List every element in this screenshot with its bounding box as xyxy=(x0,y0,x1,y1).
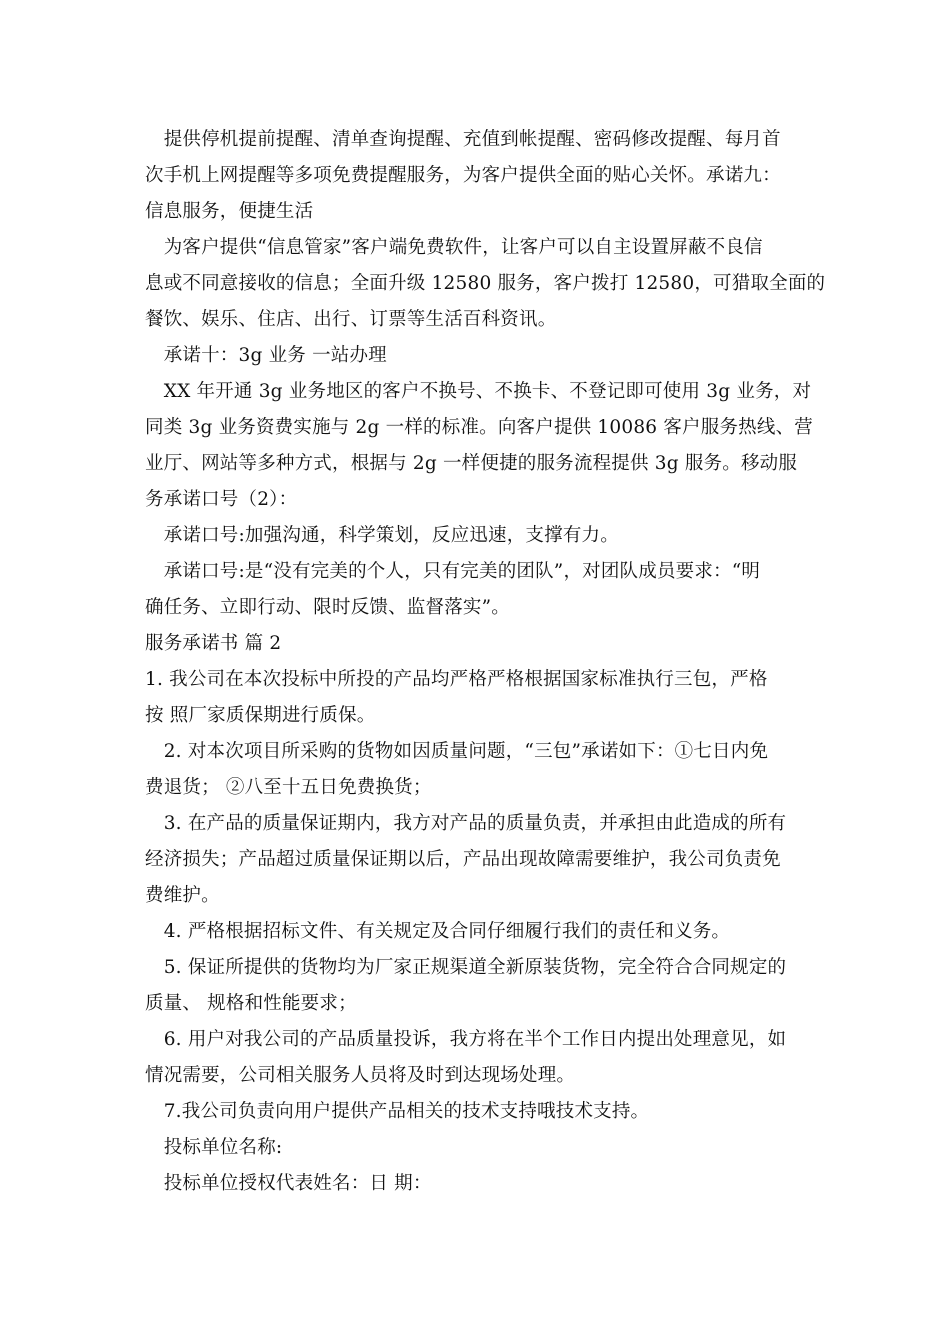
text-line: 经济损失；产品超过质量保证期以后，产品出现故障需要维护，我公司负责免 xyxy=(145,849,781,870)
text-line: 承诺口号:加强沟通，科学策划，反应迅速，支撑有力。 xyxy=(145,525,619,546)
text-line: 确任务、立即行动、限时反馈、监督落实”。 xyxy=(145,597,510,618)
text-line: 情况需要，公司相关服务人员将及时到达现场处理。 xyxy=(145,1065,576,1086)
text-line: 2. 对本次项目所采购的货物如因质量问题，“三包”承诺如下：①七日内免 xyxy=(145,741,769,762)
text-line: 承诺十：3g 业务 一站办理 xyxy=(145,345,387,366)
text-line: 息或不同意接收的信息；全面升级 12580 服务，客户拨打 12580，可猎取全面的 xyxy=(145,273,826,294)
text-line: 提供停机提前提醒、清单查询提醒、充值到帐提醒、密码修改提醒、每月首 xyxy=(145,129,781,150)
text-line: 信息服务，便捷生活 xyxy=(145,201,314,222)
text-line: 4. 严格根据招标文件、有关规定及合同仔细履行我们的责任和义务。 xyxy=(145,921,731,942)
text-line: 6. 用户对我公司的产品质量投诉，我方将在半个工作日内提出处理意见，如 xyxy=(145,1029,787,1050)
text-line: 质量、 规格和性能要求； xyxy=(145,993,357,1014)
text-line: 费退货； ②八至十五日免费换货； xyxy=(145,777,432,798)
text-line: 业厅、网站等多种方式，根据与 2g 一样便捷的服务流程提供 3g 服务。移动服 xyxy=(145,453,798,474)
text-line: 7.我公司负责向用户提供产品相关的技术支持哦技术支持。 xyxy=(145,1101,650,1122)
text-line: 为客户提供“信息管家”客户端免费软件，让客户可以自主设置屏蔽不良信 xyxy=(145,237,763,258)
text-line: 按 照厂家质保期进行质保。 xyxy=(145,705,376,726)
text-line: XX 年开通 3g 业务地区的客户不换号、不换卡、不登记即可使用 3g 业务，对 xyxy=(145,381,812,402)
text-line: 次手机上网提醒等多项免费提醒服务，为客户提供全面的贴心关怀。承诺九： xyxy=(145,165,781,186)
text-line: 3. 在产品的质量保证期内，我方对产品的质量负责，并承担由此造成的所有 xyxy=(145,813,787,834)
text-line: 务承诺口号（2）： xyxy=(145,489,298,510)
text-line: 餐饮、娱乐、住店、出行、订票等生活百科资讯。 xyxy=(145,309,557,330)
text-line: 承诺口号:是“没有完美的个人，只有完美的团队”，对团队成员要求：“明 xyxy=(145,561,761,582)
text-line: 投标单位名称: xyxy=(145,1137,283,1158)
section-heading: 服务承诺书 篇 2 xyxy=(145,633,282,654)
text-line: 同类 3g 业务资费实施与 2g 一样的标准。向客户提供 10086 客户服务热线、营 xyxy=(145,417,813,438)
text-line: 1. 我公司在本次投标中所投的产品均严格严格根据国家标准执行三包，严格 xyxy=(145,669,768,690)
text-line: 5. 保证所提供的货物均为厂家正规渠道全新原装货物，完全符合合同规定的 xyxy=(145,957,787,978)
text-line: 投标单位授权代表姓名：日 期： xyxy=(145,1173,432,1194)
text-line: 费维护。 xyxy=(145,885,220,906)
